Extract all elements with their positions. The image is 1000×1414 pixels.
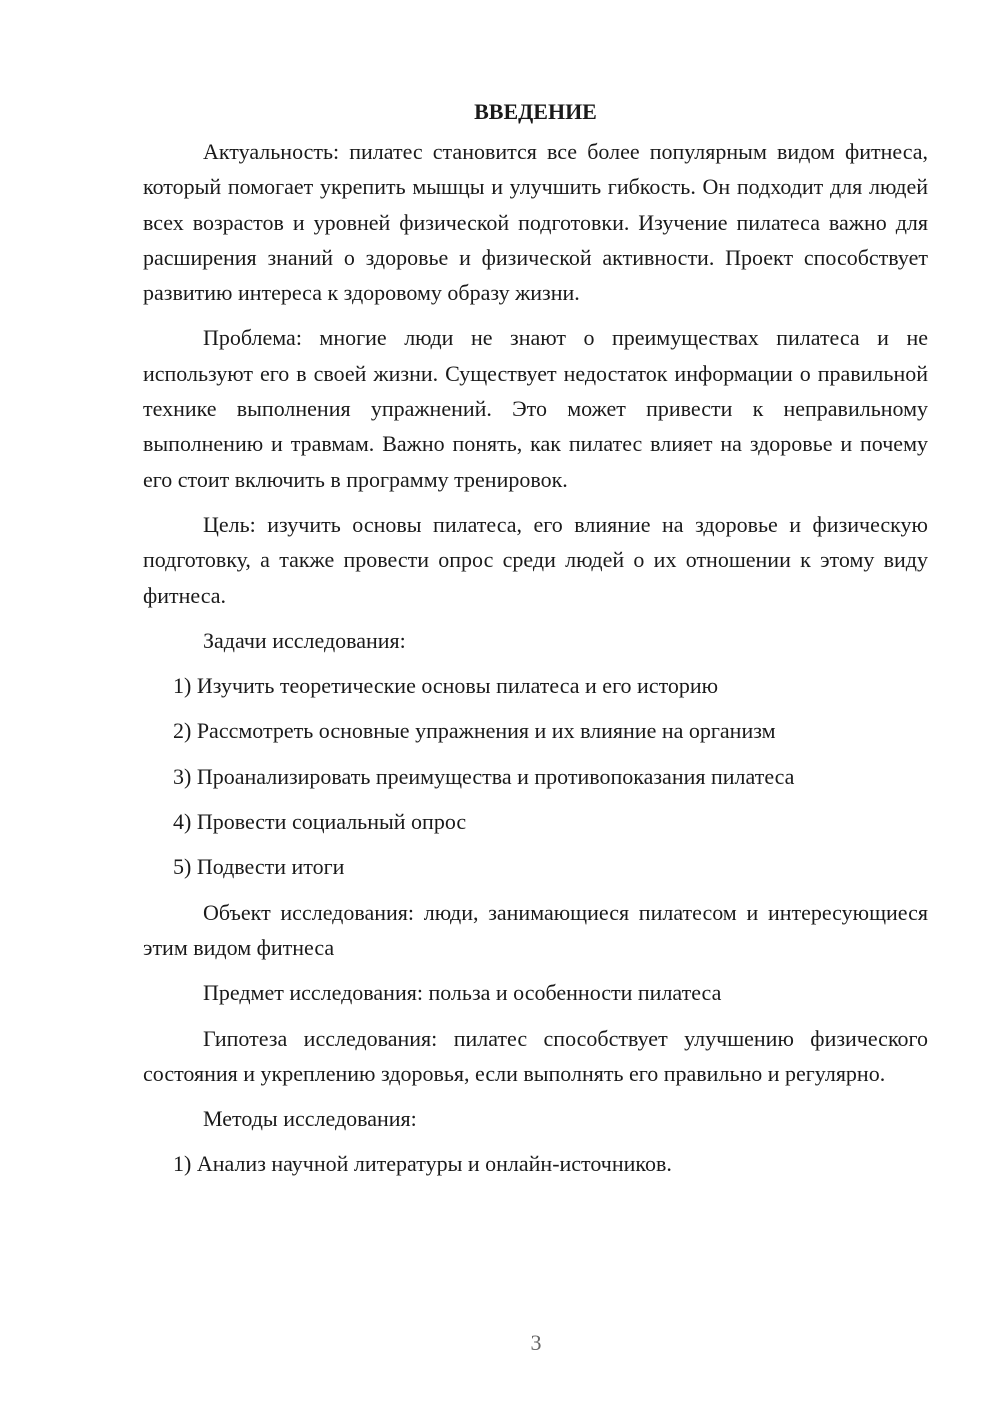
method-item-1: 1) Анализ научной литературы и онлайн-источников. xyxy=(173,1151,672,1177)
task-item-2: 2) Рассмотреть основные упражнения и их влияние на организм xyxy=(173,718,776,744)
task-item-1: 1) Изучить теоретические основы пилатеса и его историю xyxy=(173,673,719,699)
tasks-heading: Задачи исследования: xyxy=(203,627,406,653)
relevance-paragraph: Актуальность: пилатес становится все более популярным видом фитнеса, который помогает укрепить мышцы и улучшить гибкость. Он подходит для людей всех возрастов и уровней физической подготовки. Изучение пилатеса важно для расширения знаний о здоровье и физической активности. Проект способствует развитию интереса к здоровому образу жизни. xyxy=(143,139,928,306)
section-title: ВВЕДЕНИЕ xyxy=(474,99,597,124)
hypothesis-paragraph: Гипотеза исследования: пилатес способствует улучшению физического состояния и укреплению здоровья, если выполнять его правильно и регулярно. xyxy=(143,1025,928,1086)
task-item-5: 5) Подвести итоги xyxy=(173,854,345,880)
object-paragraph: Объект исследования: люди, занимающиеся пилатесом и интересующиеся этим видом фитнеса xyxy=(143,899,928,960)
goal-paragraph: Цель: изучить основы пилатеса, его влияние на здоровье и физическую подготовку, а также провести опрос среди людей о их отношении к этому виду фитнеса. xyxy=(143,511,928,608)
subject-paragraph: Предмет исследования: польза и особенности пилатеса xyxy=(203,980,722,1006)
page-number: 3 xyxy=(530,1330,542,1355)
methods-heading: Методы исследования: xyxy=(203,1106,417,1132)
problem-paragraph: Проблема: многие люди не знают о преимуществах пилатеса и не используют его в своей жизни. Существует недостаток информации о правильной технике выполнения упражнений. Это может привести к неправильному выполнению и травмам. Важно понять, как пилатес влияет на здоровье и почему его стоит включить в программу тренировок. xyxy=(143,325,928,492)
task-item-3: 3) Проанализировать преимущества и противопоказания пилатеса xyxy=(173,763,795,789)
page-content xyxy=(143,94,928,1192)
task-item-4: 4) Провести социальный опрос xyxy=(173,809,467,835)
